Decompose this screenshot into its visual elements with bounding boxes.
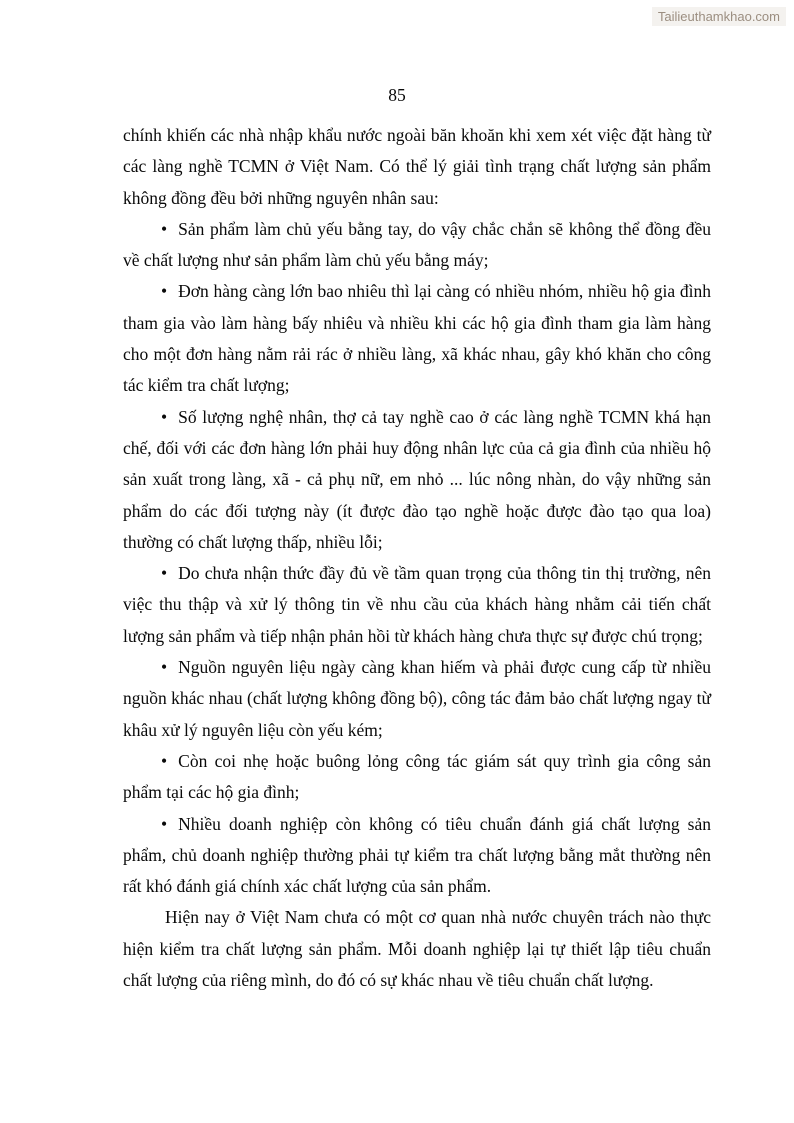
bullet-paragraph [123,809,711,903]
document-body [123,120,711,996]
paragraph-text: Số lượng nghệ nhân, thợ cả tay nghề cao ở các làng nghề TCMN khá hạn chế, đối với các đơn hàng lớn phải huy động nhân lực của cả gia đình của nhiều hộ sản xuất trong làng, xã - cả phụ nữ, em nhỏ ... lúc nông nhàn, do vậy những sản phẩm do các đối tượng này (ít được đào tạo nghề hoặc được đào tạo qua loa) thường có chất lượng thấp, nhiều lỗi; [123,406,711,552]
bullet-paragraph [123,214,711,277]
bullet-icon: • [161,406,168,427]
paragraph-text: Nguồn nguyên liệu ngày càng khan hiếm và phải được cung cấp từ nhiều nguồn khác nhau (chất lượng không đồng bộ), công tác đảm bảo chất lượng ngay từ khâu xử lý nguyên liệu còn yếu kém; [123,657,711,740]
page-number: 85 [388,85,406,105]
paragraph-text: Do chưa nhận thức đầy đủ về tầm quan trọng của thông tin thị trường, nên việc thu thập và xử lý thông tin về nhu cầu của khách hàng nhằm cải tiến chất lượng sản phẩm và tiếp nhận phản hồi từ khách hàng chưa thực sự được chú trọng; [123,563,711,646]
paragraph-text: chính khiến các nhà nhập khẩu nước ngoài băn khoăn khi xem xét việc đặt hàng từ các làng nghề TCMN ở Việt Nam. Có thể lý giải tình trạng chất lượng sản phẩm không đồng đều bởi những nguyên nhân sau: [123,125,711,208]
paragraph-text: Đơn hàng càng lớn bao nhiêu thì lại càng có nhiều nhóm, nhiều hộ gia đình tham gia vào làm hàng bấy nhiêu và nhiều khi các hộ gia đình tham gia làm hàng cho một đơn hàng nằm rải rác ở nhiều làng, xã khác nhau, gây khó khăn cho công tác kiểm tra chất lượng; [123,281,711,396]
paragraph-text: Hiện nay ở Việt Nam chưa có một cơ quan nhà nước chuyên trách nào thực hiện kiểm tra chất lượng sản phẩm. Mỗi doanh nghiệp lại tự thiết lập tiêu chuẩn chất lượng của riêng mình, do đó có sự khác nhau về tiêu chuẩn chất lượng. [123,907,711,991]
bullet-paragraph [123,652,711,746]
bullet-icon: • [161,281,168,302]
bullet-icon: • [161,218,168,239]
paragraph [123,902,711,996]
watermark-site-label: Tailieuthamkhao.com [652,7,786,26]
paragraph-text: Còn coi nhẹ hoặc buông lỏng công tác giám sát quy trình gia công sản phẩm tại các hộ gia đình; [123,750,711,803]
bullet-icon: • [161,657,168,678]
bullet-paragraph [123,558,711,652]
paragraph-text: Sản phẩm làm chủ yếu bằng tay, do vậy chắc chắn sẽ không thể đồng đều về chất lượng như sản phẩm làm chủ yếu bằng máy; [123,218,711,271]
bullet-paragraph [123,746,711,809]
bullet-paragraph [123,276,711,401]
paragraph-text: Nhiều doanh nghiệp còn không có tiêu chuẩn đánh giá chất lượng sản phẩm, chủ doanh nghiệp thường phải tự kiểm tra chất lượng bằng mắt thường nên rất khó đánh giá chính xác chất lượng của sản phẩm. [123,813,711,897]
paragraph [123,120,711,214]
bullet-icon: • [161,813,168,834]
bullet-icon: • [161,750,168,771]
bullet-paragraph [123,402,711,558]
bullet-icon: • [161,563,168,584]
